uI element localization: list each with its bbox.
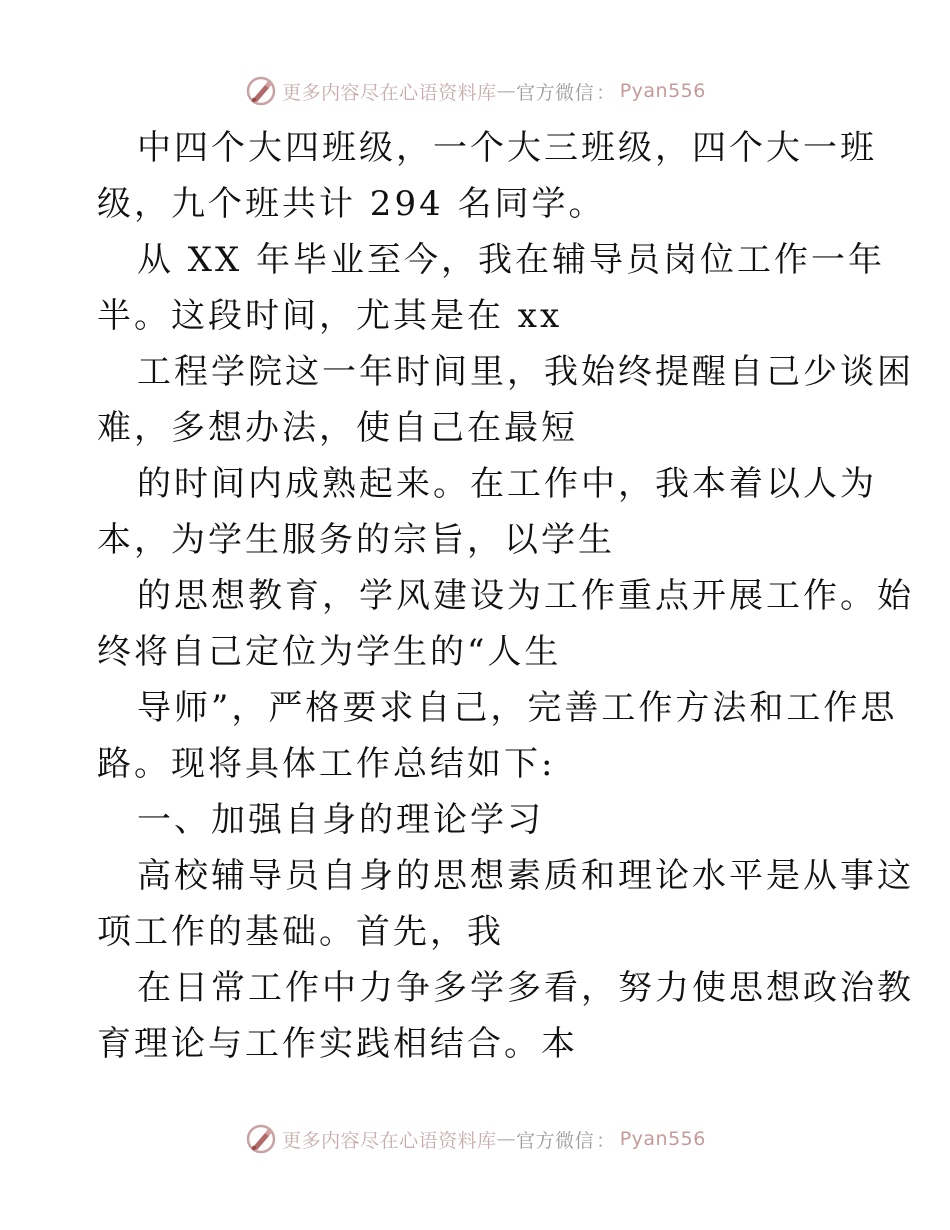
watermark-separator: —: [496, 1128, 517, 1150]
text-line: 在日常工作中力争多学多看，努力使思想政治教: [137, 968, 914, 1008]
watermark-separator: —: [496, 80, 517, 102]
pen-logo-icon: [244, 74, 278, 108]
text-line: 难，多想办法，使自己在最短: [97, 408, 578, 448]
text-line: 高校辅导员自身的思想素质和理论水平是从事这: [137, 856, 914, 896]
watermark-colon: ：: [596, 81, 616, 104]
watermark-wechat-id: Pyan556: [619, 80, 706, 102]
text-line: 导师”，严格要求自己，完善工作方法和工作思: [137, 688, 898, 728]
text-line: 的思想教育，学风建设为工作重点开展工作。始: [137, 576, 914, 616]
text-line: 路。现将具体工作总结如下:: [97, 744, 556, 784]
text-line: 项工作的基础。首先，我: [97, 912, 504, 952]
watermark-colon: ：: [596, 1129, 616, 1152]
text-line: 工程学院这一年时间里，我始终提醒自己少谈困: [137, 352, 914, 392]
header-watermark: [0, 71, 950, 111]
watermark-wechat-id: Pyan556: [619, 1128, 706, 1150]
watermark-official-label: 官方微信: [516, 81, 595, 104]
text-line: 半。这段时间，尤其是在 xx: [97, 296, 563, 336]
footer-watermark: [0, 1119, 950, 1159]
watermark-official-label: 官方微信: [516, 1129, 595, 1152]
pen-logo-icon: [244, 1122, 278, 1156]
section-heading: 一、加强自身的理论学习: [137, 800, 544, 840]
text-line: 终将自己定位为学生的“人生: [97, 632, 562, 672]
text-line: 从 XX 年毕业至今，我在辅导员岗位工作一年: [137, 240, 886, 280]
text-line: 的时间内成熟起来。在工作中，我本着以人为: [137, 464, 877, 504]
text-line: 本，为学生服务的宗旨，以学生: [97, 520, 615, 560]
text-line: 中四个大四班级，一个大三班级，四个大一班: [137, 128, 877, 168]
text-line: 育理论与工作实践相结合。本: [97, 1024, 578, 1064]
text-line: 级，九个班共计 294 名同学。: [97, 184, 606, 224]
watermark-text: 更多内容尽在心语资料库: [282, 1129, 497, 1152]
document-body: [97, 120, 914, 1072]
watermark-text: 更多内容尽在心语资料库: [282, 81, 497, 104]
